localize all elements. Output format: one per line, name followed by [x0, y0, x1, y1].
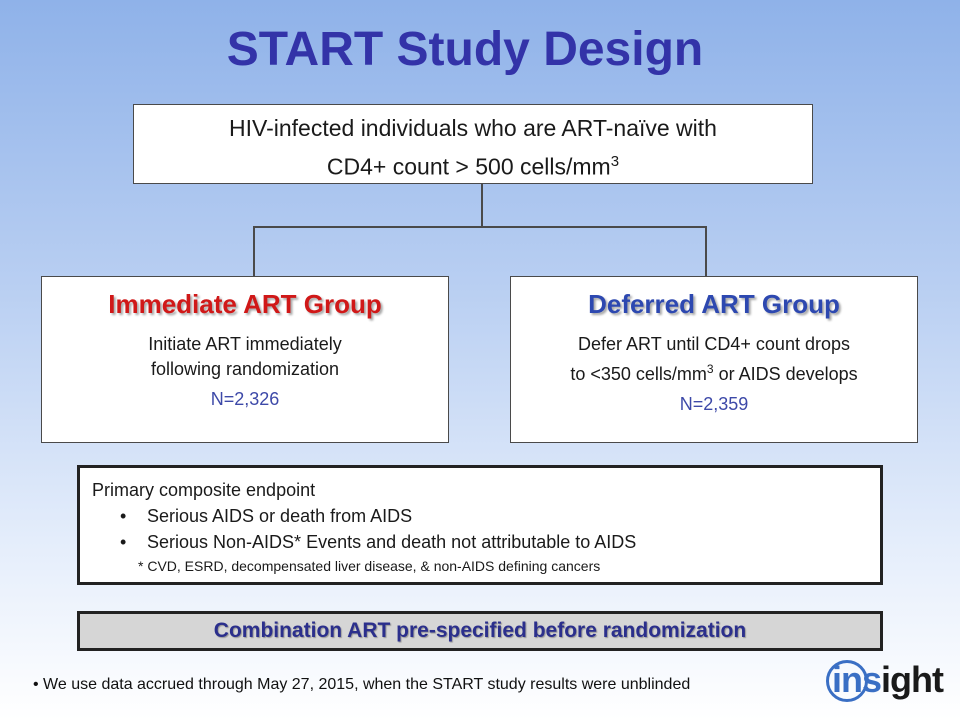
endpoint-item-2-text: Serious Non-AIDS* Events and death not attributable to AIDS [147, 532, 637, 552]
population-line-2-text: CD4+ count > 500 cells/mm [326, 153, 611, 180]
immediate-desc-line-1: Initiate ART immediately [148, 334, 342, 354]
bullet-1: • [120, 506, 127, 526]
endpoint-item-1 [92, 506, 880, 527]
endpoint-box [77, 465, 883, 585]
connector-right-drop [705, 226, 707, 276]
immediate-arm-n: N=2,326 [210, 389, 280, 409]
deferred-desc-line-2-prefix: to <350 cells/mm [570, 364, 707, 384]
connector-vertical-top [481, 184, 483, 226]
combination-banner: Combination ART pre-specified before randomization [77, 611, 883, 651]
deferred-desc-line-1: Defer ART until CD4+ count drops [578, 334, 850, 354]
deferred-arm-description [511, 332, 917, 387]
endpoint-footnote: * CVD, ESRD, decompensated liver disease, & non-AIDS defining cancers [138, 558, 601, 574]
population-superscript: 3 [610, 153, 620, 170]
logo-part-2: ight [881, 659, 943, 700]
deferred-desc-superscript: 3 [706, 362, 714, 376]
deferred-desc-line-2-suffix: or AIDS develops [713, 364, 858, 384]
connector-left-drop [253, 226, 255, 276]
immediate-desc-line-2: following randomization [150, 359, 340, 379]
deferred-arm-box [510, 276, 918, 443]
population-line-2 [134, 145, 812, 184]
immediate-arm-title: Immediate ART Group [108, 289, 382, 319]
connector-horizontal [253, 226, 706, 228]
endpoint-item-2 [92, 532, 880, 553]
population-box [133, 104, 813, 184]
endpoint-heading: Primary composite endpoint [92, 480, 316, 500]
population-line-1: HIV-infected individuals who are ART-naïve with [229, 115, 717, 141]
deferred-desc-line-2 [511, 357, 917, 387]
bullet-2: • [120, 532, 127, 552]
immediate-arm-description [42, 332, 448, 382]
deferred-arm-n: N=2,359 [679, 394, 749, 414]
slide-footnote: • We use data accrued through May 27, 2015, when the START study results were unblinded [33, 676, 691, 693]
deferred-arm-title: Deferred ART Group [588, 289, 840, 319]
immediate-arm-box [41, 276, 449, 443]
endpoint-item-1-text: Serious AIDS or death from AIDS [147, 506, 413, 526]
insight-logo [824, 656, 943, 704]
logo-part-1: ins [832, 659, 882, 700]
logo-wordmark [832, 656, 943, 704]
slide-title: START Study Design [226, 23, 704, 76]
